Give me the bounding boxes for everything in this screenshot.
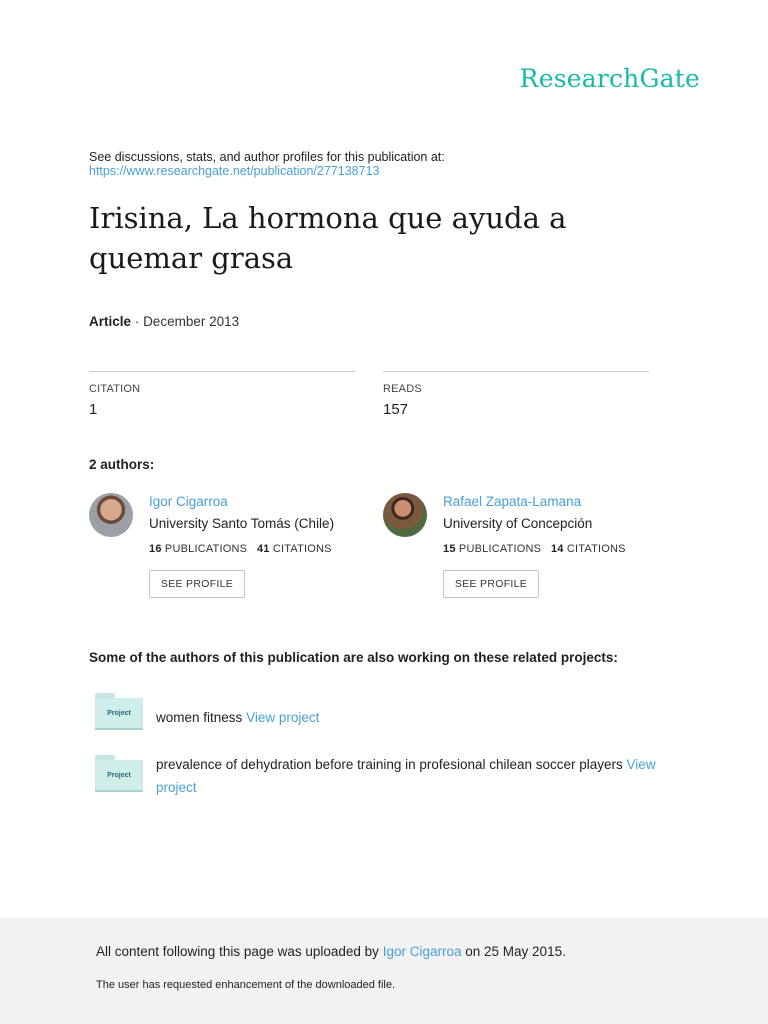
citations-count: 14 (550, 543, 564, 555)
folder-label: Project (95, 698, 143, 730)
avatar[interactable] (383, 493, 427, 537)
view-project-link[interactable]: View project (246, 710, 320, 725)
folder-label: Project (95, 760, 143, 792)
project-folder-icon[interactable] (95, 693, 143, 731)
see-profile-button[interactable]: SEE PROFILE (149, 570, 245, 598)
researchgate-logo[interactable]: ResearchGate (519, 64, 700, 93)
publications-label: PUBLICATIONS (164, 543, 248, 555)
see-profile-button[interactable]: SEE PROFILE (443, 570, 539, 598)
reads-label: READS (383, 383, 422, 395)
publication-url-link[interactable]: https://www.researchgate.net/publication/277138713 (89, 164, 380, 178)
citations-label: CITATIONS (566, 543, 626, 555)
citation-label: CITATION (89, 383, 141, 395)
intro-text: See discussions, stats, and author profiles for this publication at: (89, 150, 445, 164)
view-project-link[interactable]: View project (156, 757, 656, 795)
author-institution: University Santo Tomás (Chile) (149, 516, 335, 531)
author-counts (443, 543, 626, 555)
upload-footer (0, 917, 768, 1024)
avatar[interactable] (89, 493, 133, 537)
author-name-link[interactable]: Igor Cigarroa (149, 494, 228, 509)
publication-type: Article (89, 314, 132, 329)
uploader-link[interactable]: Igor Cigarroa (382, 944, 462, 959)
intro-block (89, 150, 445, 178)
project-title: women fitness (156, 710, 243, 725)
projects-heading: Some of the authors of this publication are also working on these related projects: (89, 650, 618, 665)
author-institution: University of Concepción (443, 516, 593, 531)
author-counts (149, 543, 332, 555)
download-note: The user has requested enhancement of the downloaded file. (96, 979, 396, 991)
project-title: prevalence of dehydration before training in profesional chilean soccer players (156, 757, 623, 772)
project-text (156, 706, 696, 729)
citation-value: 1 (89, 401, 98, 418)
publication-meta (89, 314, 239, 329)
project-text (156, 753, 696, 799)
project-folder-icon[interactable] (95, 755, 143, 793)
reads-stat (383, 371, 649, 418)
reads-value: 157 (383, 401, 409, 418)
publications-label: PUBLICATIONS (458, 543, 542, 555)
upload-info (96, 944, 566, 959)
publications-count: 15 (443, 543, 456, 555)
citations-label: CITATIONS (272, 543, 332, 555)
citations-count: 41 (256, 543, 270, 555)
upload-suffix: on 25 May 2015. (465, 944, 566, 959)
publication-title: Irisina, La hormona que ayuda a quemar grasa (89, 201, 567, 275)
upload-prefix: All content following this page was uploaded by (96, 944, 379, 959)
publication-date: December 2013 (143, 314, 240, 329)
citation-stat (89, 371, 355, 418)
authors-heading: 2 authors: (89, 457, 155, 472)
publications-count: 16 (149, 543, 162, 555)
meta-separator: · (134, 314, 140, 329)
author-name-link[interactable]: Rafael Zapata-Lamana (443, 494, 582, 509)
